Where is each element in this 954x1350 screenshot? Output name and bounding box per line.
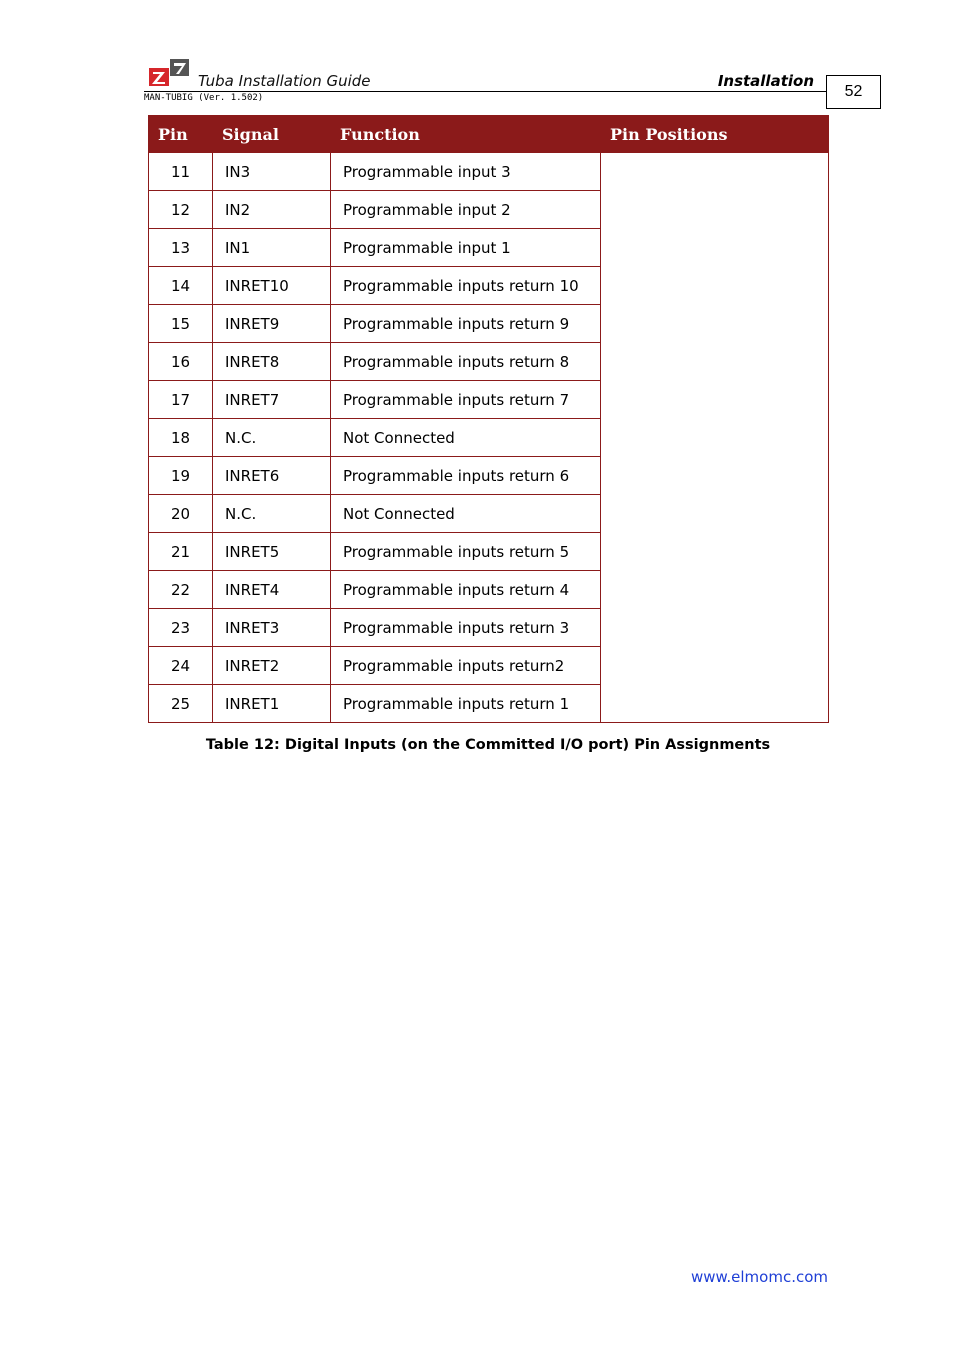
- table-header-row: [149, 116, 829, 153]
- cell-signal: N.C.: [213, 419, 331, 457]
- cell-function: Programmable input 2: [331, 191, 601, 229]
- cell-pin: 18: [149, 419, 213, 457]
- cell-pin: 25: [149, 685, 213, 723]
- cell-function: Not Connected: [331, 495, 601, 533]
- cell-signal: INRET7: [213, 381, 331, 419]
- cell-function: Programmable inputs return 5: [331, 533, 601, 571]
- page-number: 52: [826, 75, 881, 109]
- table-caption: Table 12: Digital Inputs (on the Committed I/O port) Pin Assignments: [205, 737, 771, 753]
- cell-signal: INRET6: [213, 457, 331, 495]
- cell-signal: IN2: [213, 191, 331, 229]
- pin-assignments-table: [148, 115, 829, 723]
- cell-pin: 16: [149, 343, 213, 381]
- cell-signal: IN1: [213, 229, 331, 267]
- cell-function: Programmable inputs return 4: [331, 571, 601, 609]
- cell-function: Programmable inputs return 3: [331, 609, 601, 647]
- cell-signal: IN3: [213, 153, 331, 191]
- elmo-logo-icon: [149, 58, 189, 88]
- cell-signal: INRET8: [213, 343, 331, 381]
- cell-pin: 23: [149, 609, 213, 647]
- cell-signal: INRET9: [213, 305, 331, 343]
- cell-function: Programmable inputs return 8: [331, 343, 601, 381]
- cell-function: Programmable inputs return 7: [331, 381, 601, 419]
- column-header-pin-positions: Pin Positions: [601, 116, 829, 153]
- cell-pin: 22: [149, 571, 213, 609]
- cell-pin: 12: [149, 191, 213, 229]
- cell-signal: N.C.: [213, 495, 331, 533]
- cell-signal: INRET10: [213, 267, 331, 305]
- header-divider: [144, 91, 826, 92]
- cell-pin: 20: [149, 495, 213, 533]
- cell-pin-positions: [601, 153, 829, 723]
- cell-signal: INRET3: [213, 609, 331, 647]
- cell-function: Not Connected: [331, 419, 601, 457]
- cell-pin: 11: [149, 153, 213, 191]
- column-header-pin: Pin: [149, 116, 213, 153]
- cell-function: Programmable inputs return 10: [331, 267, 601, 305]
- cell-pin: 14: [149, 267, 213, 305]
- cell-pin: 21: [149, 533, 213, 571]
- table-body: [149, 153, 829, 723]
- cell-function: Programmable input 3: [331, 153, 601, 191]
- cell-pin: 24: [149, 647, 213, 685]
- cell-pin: 19: [149, 457, 213, 495]
- cell-function: Programmable inputs return 9: [331, 305, 601, 343]
- cell-signal: INRET2: [213, 647, 331, 685]
- cell-pin: 15: [149, 305, 213, 343]
- website-link[interactable]: www.elmomc.com: [690, 1268, 828, 1286]
- cell-function: Programmable inputs return 6: [331, 457, 601, 495]
- cell-signal: INRET4: [213, 571, 331, 609]
- cell-signal: INRET5: [213, 533, 331, 571]
- cell-function: Programmable inputs return2: [331, 647, 601, 685]
- column-header-function: Function: [331, 116, 601, 153]
- cell-function: Programmable input 1: [331, 229, 601, 267]
- document-title: Tuba Installation Guide: [198, 72, 371, 90]
- section-title: Installation: [717, 72, 814, 90]
- table-row: [149, 153, 829, 191]
- cell-pin: 17: [149, 381, 213, 419]
- cell-signal: INRET1: [213, 685, 331, 723]
- column-header-signal: Signal: [213, 116, 331, 153]
- document-version: MAN-TUBIG (Ver. 1.502): [144, 93, 264, 103]
- cell-pin: 13: [149, 229, 213, 267]
- cell-function: Programmable inputs return 1: [331, 685, 601, 723]
